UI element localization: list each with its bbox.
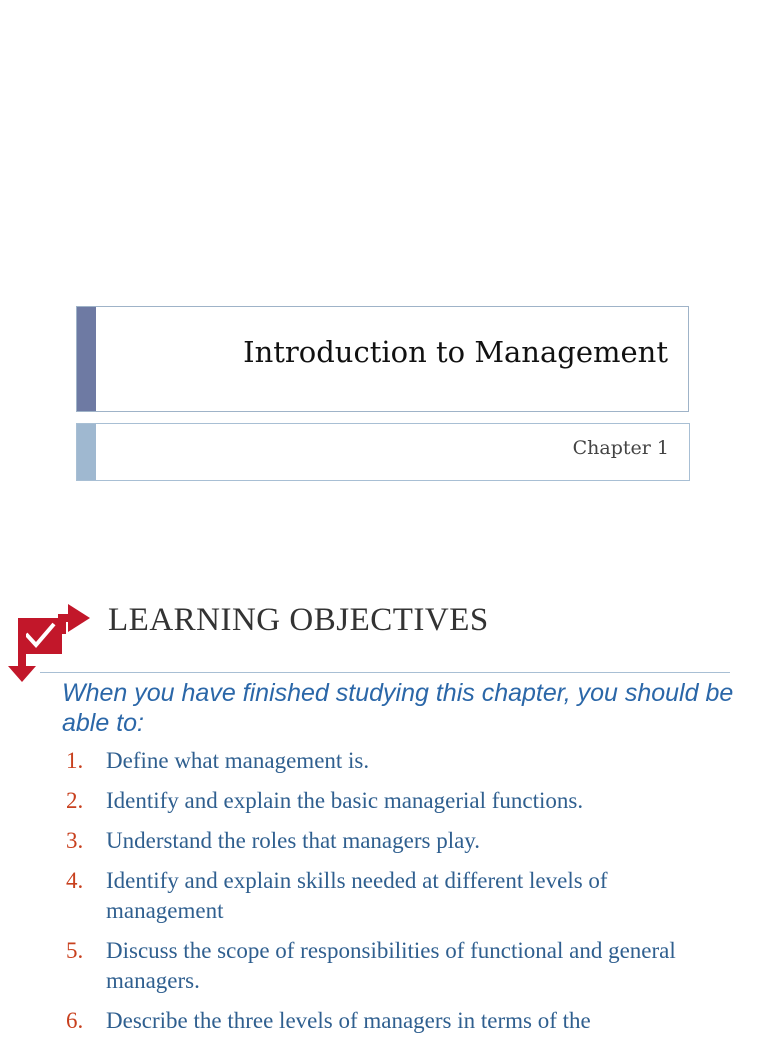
list-item — [66, 746, 726, 776]
item-text: Identify and explain skills needed at different levels of management — [106, 868, 608, 923]
item-number: 6. — [66, 1008, 84, 1033]
item-text: Discuss the scope of responsibilities of functional and general managers. — [106, 938, 676, 993]
list-item — [66, 866, 726, 926]
objectives-list — [66, 746, 726, 1046]
subtitle-box — [76, 423, 690, 481]
title-box — [76, 306, 689, 412]
item-number: 1. — [66, 748, 84, 773]
item-text: Understand the roles that managers play. — [106, 828, 481, 853]
list-item — [66, 936, 726, 996]
list-item — [66, 826, 726, 856]
slide-title: Introduction to Management — [243, 335, 668, 369]
objectives-intro: When you have finished studying this chapter, you should be able to: — [62, 679, 734, 737]
heading-divider — [40, 672, 730, 673]
objectives-heading: LEARNING OBJECTIVES — [108, 602, 489, 638]
title-accent-bar — [77, 307, 96, 411]
item-number: 5. — [66, 938, 84, 963]
item-text: Define what management is. — [106, 748, 370, 773]
item-number: 4. — [66, 868, 84, 893]
list-item — [66, 1006, 726, 1036]
list-item — [66, 786, 726, 816]
item-text: Identify and explain the basic managerial functions. — [106, 788, 584, 813]
item-text: Describe the three levels of managers in terms of the — [106, 1008, 591, 1033]
item-number: 3. — [66, 828, 84, 853]
slide-subtitle: Chapter 1 — [572, 437, 669, 459]
item-number: 2. — [66, 788, 84, 813]
subtitle-accent-bar — [77, 424, 96, 480]
